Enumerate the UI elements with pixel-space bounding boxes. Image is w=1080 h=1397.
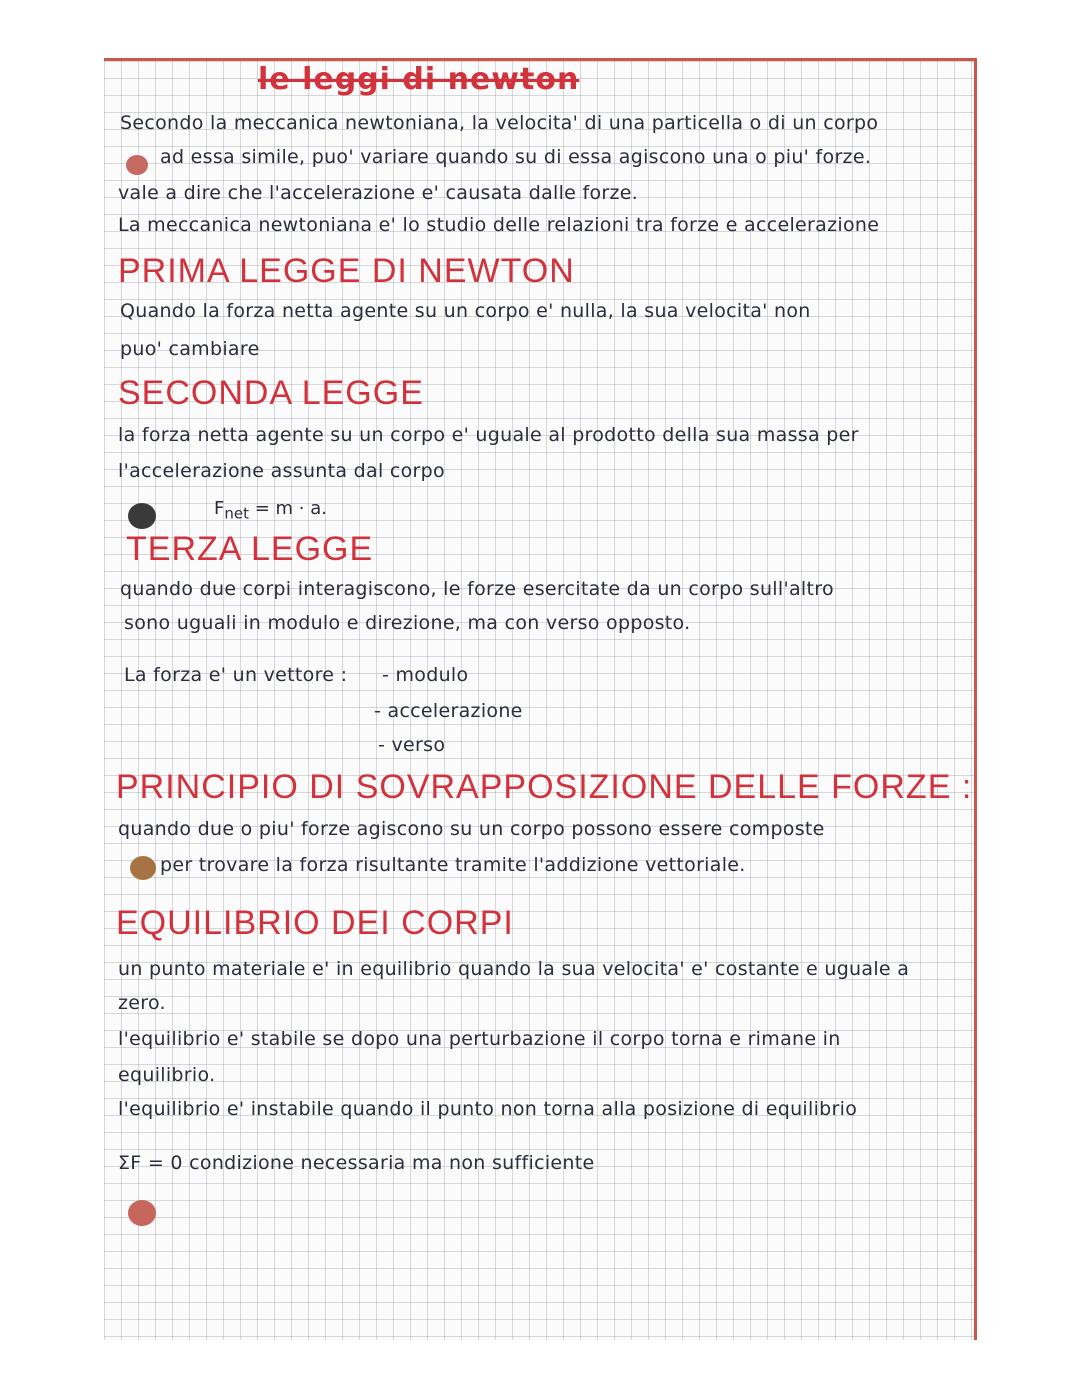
vector-item-accelerazione: - accelerazione bbox=[374, 700, 523, 722]
first-law-line-2: puo' cambiare bbox=[120, 338, 260, 360]
equilibrium-line-4: equilibrio. bbox=[118, 1064, 216, 1086]
intro-line-1: Secondo la meccanica newtoniana, la velocita' di una particella o di un corpo bbox=[120, 112, 879, 134]
intro-line-3: vale a dire che l'accelerazione e' causata dalle forze. bbox=[118, 182, 639, 204]
hole-punch-icon bbox=[128, 1200, 156, 1226]
heading-superposition: PRINCIPIO DI SOVRAPPOSIZIONE DELLE FORZE : bbox=[116, 768, 973, 806]
hole-punch-icon bbox=[126, 155, 148, 175]
equilibrium-line-3: l'equilibrio e' stabile se dopo una perturbazione il corpo torna e rimane in bbox=[118, 1028, 841, 1050]
equilibrium-line-1: un punto materiale e' in equilibrio quando la sua velocita' e' costante e uguale a bbox=[118, 958, 910, 980]
heading-second-law: SECONDA LEGGE bbox=[118, 374, 424, 412]
first-law-line-1: Quando la forza netta agente su un corpo e' nulla, la sua velocita' non bbox=[120, 300, 811, 322]
page-title: le leggi di newton bbox=[258, 62, 580, 97]
second-law-formula: $F_{net} = m \cdot a$. bbox=[214, 498, 327, 523]
notebook-page bbox=[104, 58, 977, 1340]
vector-item-modulo: - modulo bbox=[382, 664, 469, 686]
third-law-line-2: sono uguali in modulo e direzione, ma con verso opposto. bbox=[124, 612, 691, 634]
third-law-line-1: quando due corpi interagiscono, le forze esercitate da un corpo sull'altro bbox=[120, 578, 834, 600]
hole-punch-icon bbox=[130, 856, 156, 880]
intro-line-2: ad essa simile, puo' variare quando su di essa agiscono una o piu' forze. bbox=[160, 146, 872, 168]
superposition-line-1: quando due o piu' forze agiscono su un corpo possono essere composte bbox=[118, 818, 825, 840]
vector-item-verso: - verso bbox=[378, 734, 446, 756]
second-law-line-2: l'accelerazione assunta dal corpo bbox=[118, 460, 445, 482]
heading-equilibrium: EQUILIBRIO DEI CORPI bbox=[116, 904, 514, 942]
equilibrium-line-2: zero. bbox=[118, 992, 166, 1014]
heading-first-law: PRIMA LEGGE DI NEWTON bbox=[118, 252, 575, 290]
vector-intro: La forza e' un vettore : bbox=[124, 664, 348, 686]
equilibrium-line-6: ΣF = 0 condizione necessaria ma non sufficiente bbox=[118, 1152, 595, 1174]
equilibrium-line-5: l'equilibrio e' instabile quando il punto non torna alla posizione di equilibrio bbox=[118, 1098, 858, 1120]
heading-third-law: TERZA LEGGE bbox=[126, 530, 374, 568]
intro-line-4: La meccanica newtoniana e' lo studio delle relazioni tra forze e accelerazione bbox=[118, 214, 880, 236]
superposition-line-2: per trovare la forza risultante tramite l'addizione vettoriale. bbox=[160, 854, 746, 876]
second-law-line-1: la forza netta agente su un corpo e' uguale al prodotto della sua massa per bbox=[118, 424, 859, 446]
hole-punch-icon bbox=[128, 503, 156, 529]
